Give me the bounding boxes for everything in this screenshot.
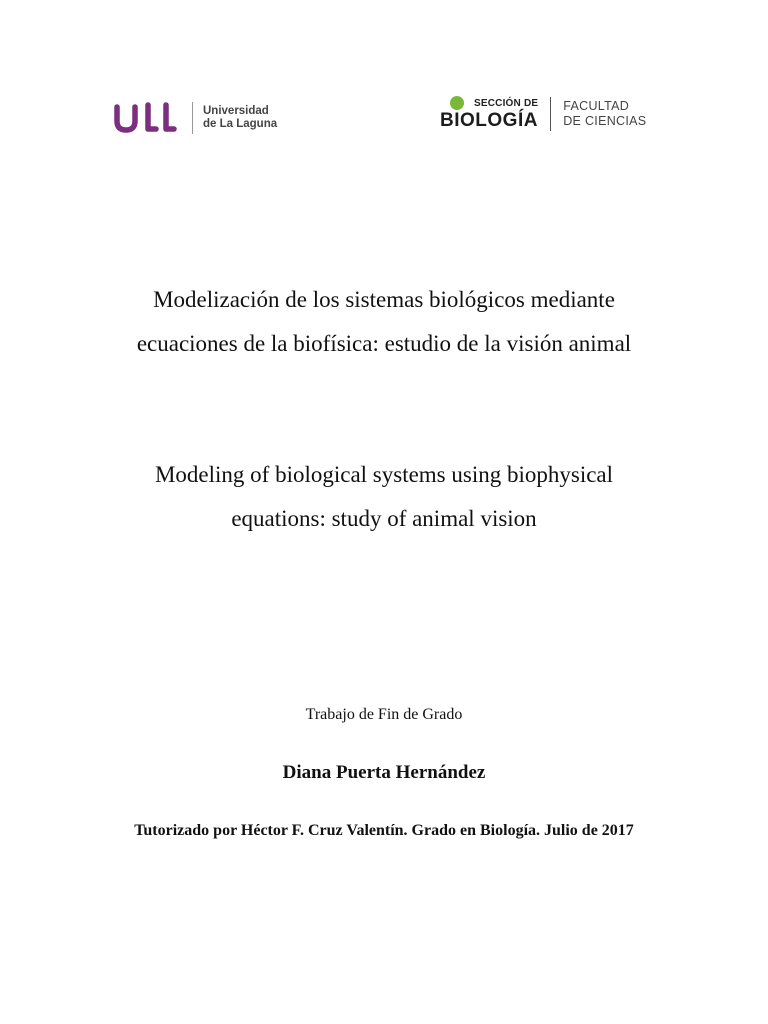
ull-logo-mark	[112, 101, 180, 135]
tutor-line: Tutorizado por Héctor F. Cruz Valentín. Grado en Biología. Julio de 2017	[134, 822, 634, 839]
title-english-line1: Modeling of biological systems using biophysical	[154, 462, 614, 487]
biologia-logo-top	[450, 96, 538, 110]
ull-logo-line1: Universidad	[203, 105, 269, 117]
biologia-logo	[440, 92, 646, 136]
author-name: Diana Puerta Hernández	[282, 762, 486, 783]
ull-logo-line2: de La Laguna	[203, 118, 278, 130]
biologia-logo-name: BIOLOGÍA	[440, 110, 538, 131]
green-dot-icon	[450, 96, 464, 110]
ull-logo-text	[203, 105, 277, 131]
title-english-line2: equations: study of animal vision	[231, 506, 537, 531]
title-spanish	[40, 278, 728, 366]
biologia-logo-divider	[550, 97, 551, 131]
biologia-logo-seccion: SECCIÓN DE	[474, 97, 539, 109]
ull-logo-divider	[192, 102, 193, 134]
title-spanish-line1: Modelización de los sistemas biológicos mediante	[153, 287, 615, 312]
ull-logo	[112, 98, 277, 138]
faculty-line1: FACULTAD	[563, 99, 630, 113]
faculty-line2: DE CIENCIAS	[563, 114, 647, 128]
work-type: Trabajo de Fin de Grado	[305, 706, 463, 723]
biologia-logo-left	[440, 96, 538, 132]
biologia-logo-faculty	[563, 99, 646, 129]
title-english	[40, 453, 728, 541]
title-spanish-line2: ecuaciones de la biofísica: estudio de la visión animal	[136, 331, 632, 356]
